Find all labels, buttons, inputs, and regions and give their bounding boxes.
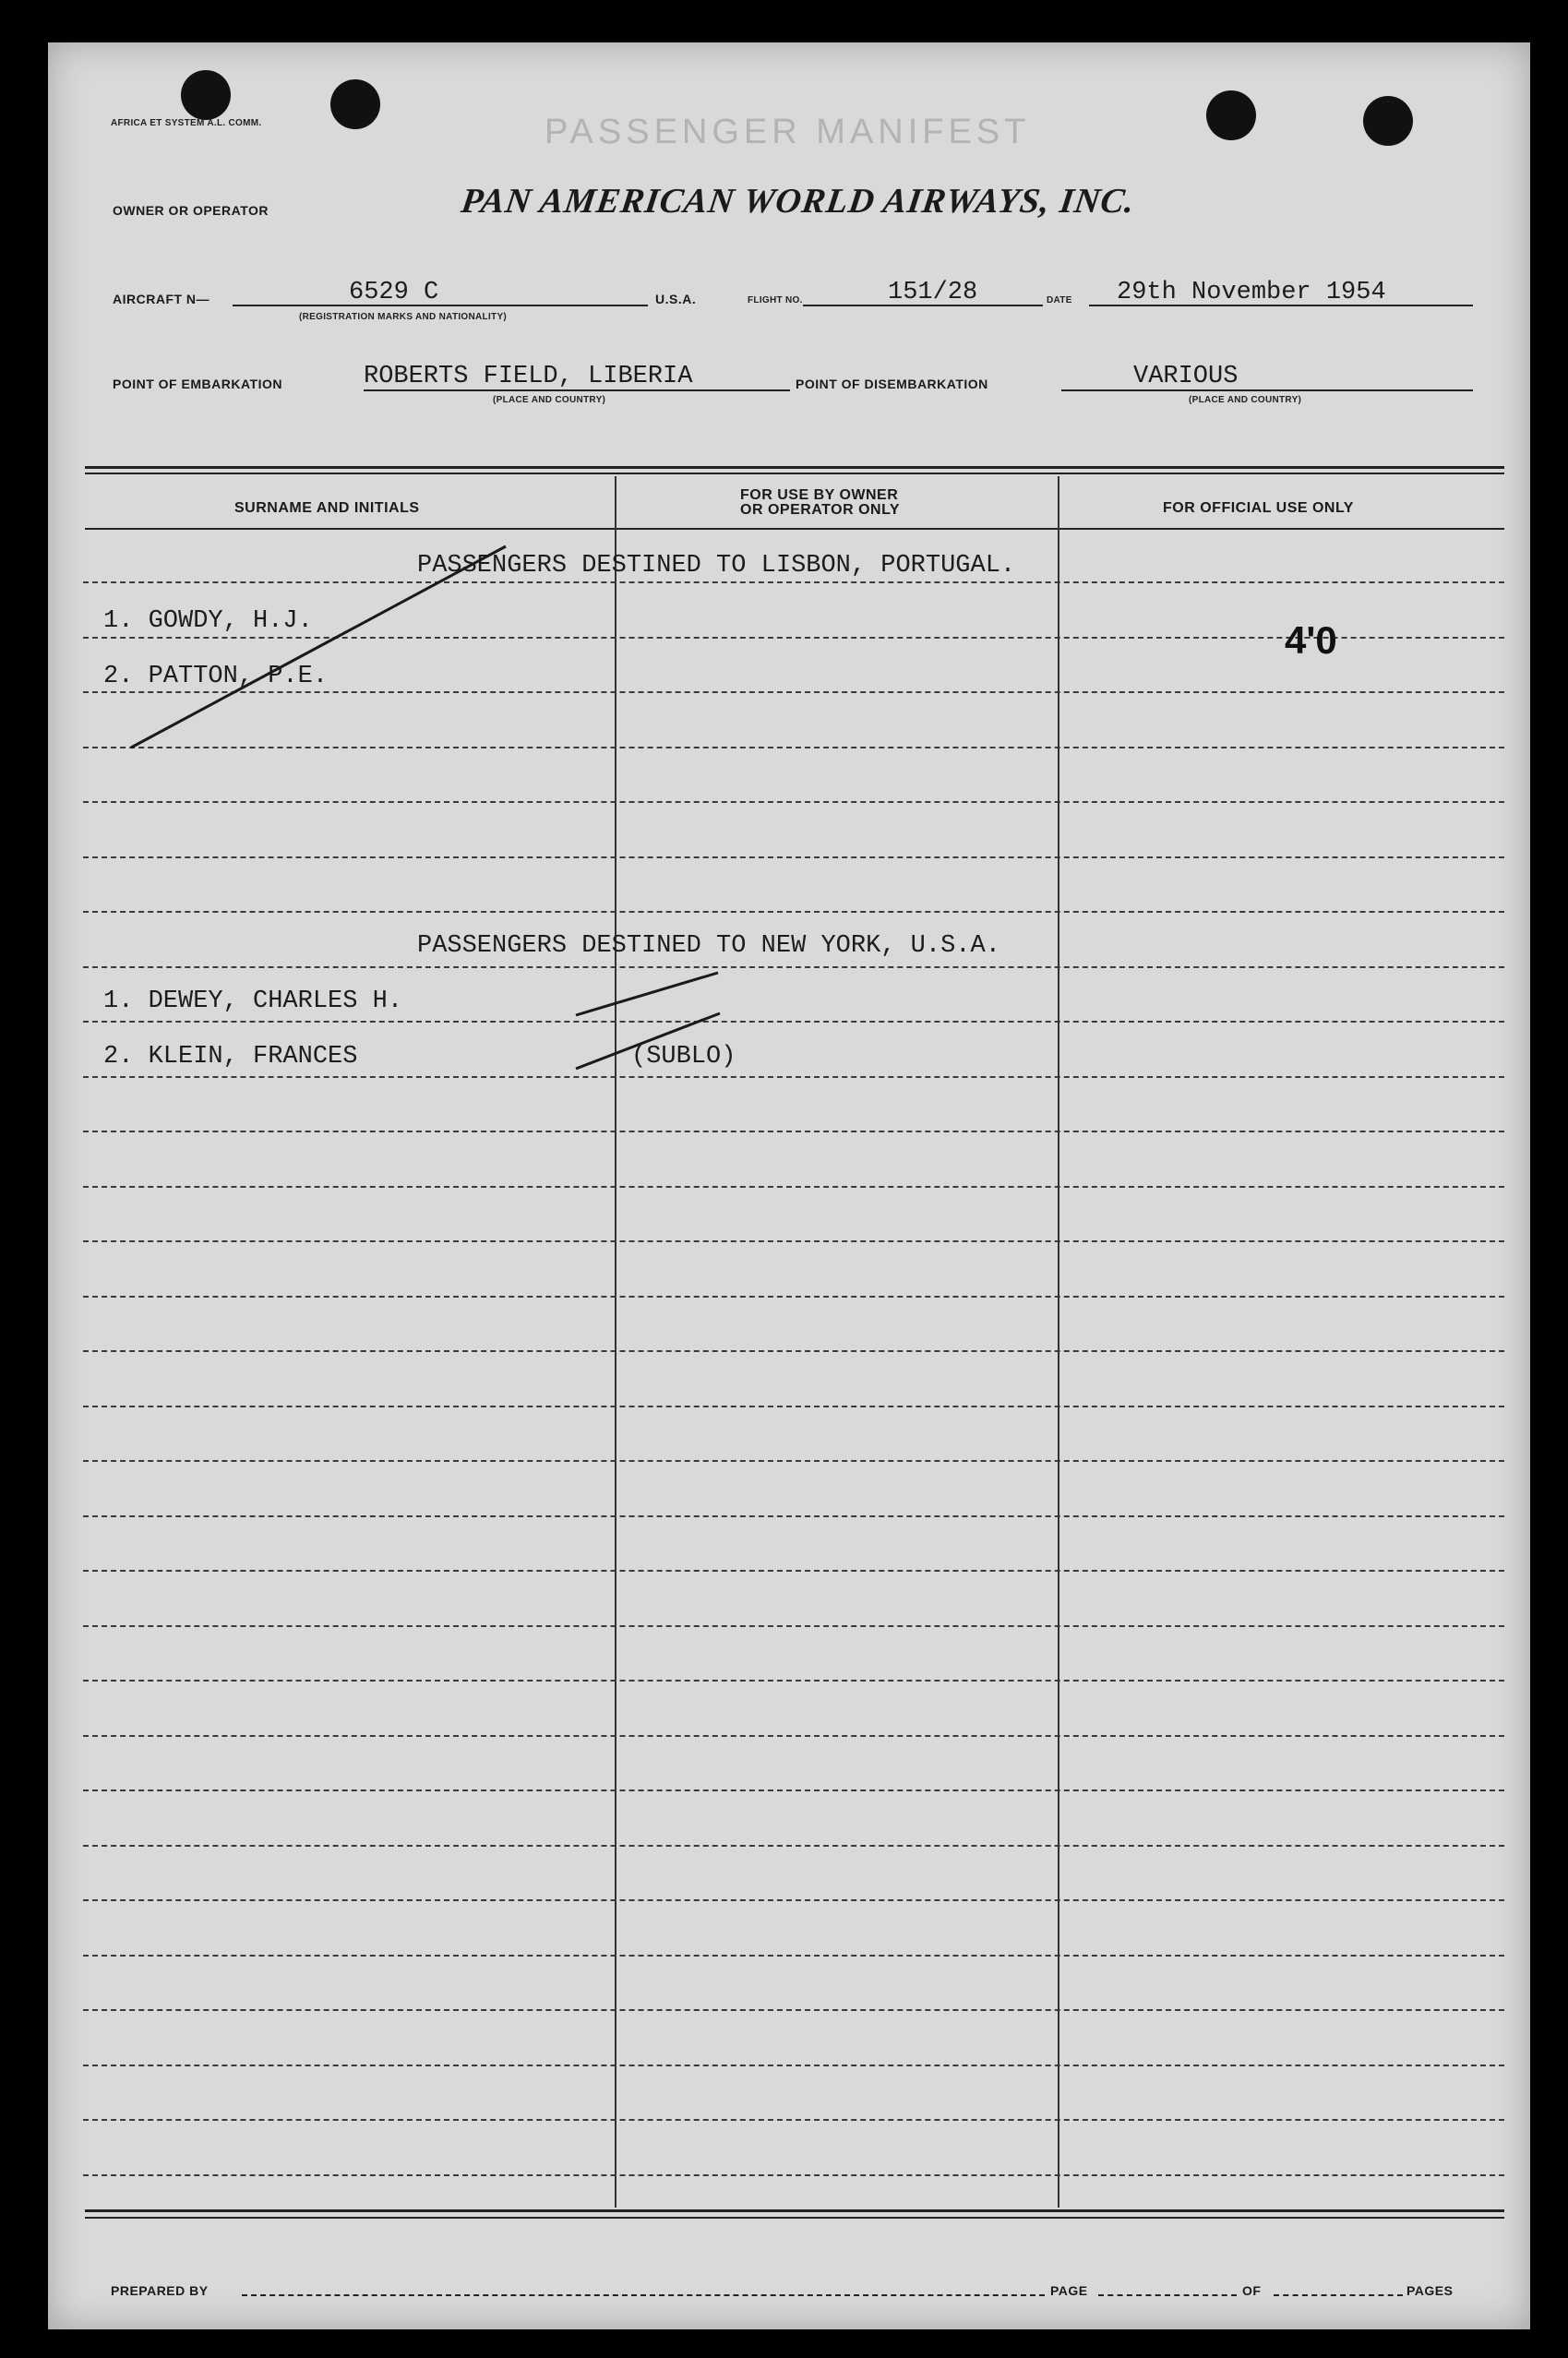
passenger-entry: 2. PATTON, P.E. <box>103 663 329 690</box>
group-heading: PASSENGERS DESTINED TO LISBON, PORTUGAL. <box>417 552 1016 580</box>
of-line <box>1274 2294 1403 2296</box>
aircraft-label: AIRCRAFT N— <box>113 292 210 306</box>
embarkation-label: POINT OF EMBARKATION <box>113 377 282 391</box>
aircraft-value: 6529 C <box>349 279 439 306</box>
official-mark: 4'0 <box>1285 618 1337 662</box>
column-official: FOR OFFICIAL USE ONLY <box>1163 500 1354 516</box>
ownership-stamp: AFRICA ET SYSTEM A.L. COMM. <box>111 118 262 128</box>
company-name: PAN AMERICAN WORLD AIRWAYS, INC. <box>459 182 1138 221</box>
group-heading: PASSENGERS DESTINED TO NEW YORK, U.S.A. <box>417 932 1000 960</box>
column-owner-use-2: OR OPERATOR ONLY <box>740 502 901 518</box>
prepared-by-label: PREPARED BY <box>111 2283 209 2298</box>
passenger-entry: 1. GOWDY, H.J. <box>103 607 313 635</box>
date-label: DATE <box>1047 295 1072 305</box>
check-mark-2 <box>576 1013 720 1069</box>
embarkation-value: ROBERTS FIELD, LIBERIA <box>364 363 693 390</box>
page-line <box>1098 2294 1237 2296</box>
date-value: 29th November 1954 <box>1117 279 1386 306</box>
aircraft-caption: (REGISTRATION MARKS AND NATIONALITY) <box>299 312 508 322</box>
form-title: PASSENGER MANIFEST <box>545 113 1031 151</box>
of-label: OF <box>1242 2283 1262 2298</box>
owner-note: (SUBLO) <box>631 1043 736 1071</box>
disembarkation-caption: (PLACE AND COUNTRY) <box>1189 395 1302 405</box>
table-bottom-rule <box>85 2209 1504 2212</box>
usa-label: U.S.A. <box>655 292 697 306</box>
passenger-entry: 1. DEWEY, CHARLES H. <box>103 987 403 1015</box>
prepared-by-line <box>242 2294 1045 2296</box>
embarkation-caption: (PLACE AND COUNTRY) <box>493 395 606 405</box>
column-surname: SURNAME AND INITIALS <box>234 500 420 516</box>
passenger-entry: 2. KLEIN, FRANCES <box>103 1043 358 1071</box>
disembarkation-value: VARIOUS <box>1133 363 1239 390</box>
table-bottom-rule-2 <box>85 2217 1504 2219</box>
strike-line-lisbon <box>131 546 506 748</box>
pages-label: PAGES <box>1406 2283 1454 2298</box>
flight-label: FLIGHT NO. <box>748 295 803 305</box>
disembarkation-label: POINT OF DISEMBARKATION <box>796 377 988 391</box>
page-label: PAGE <box>1050 2283 1088 2298</box>
column-owner-use-1: FOR USE BY OWNER <box>740 487 899 503</box>
owner-label: OWNER OR OPERATOR <box>113 203 269 218</box>
flight-value: 151/28 <box>888 279 978 306</box>
check-mark-1 <box>576 973 718 1015</box>
